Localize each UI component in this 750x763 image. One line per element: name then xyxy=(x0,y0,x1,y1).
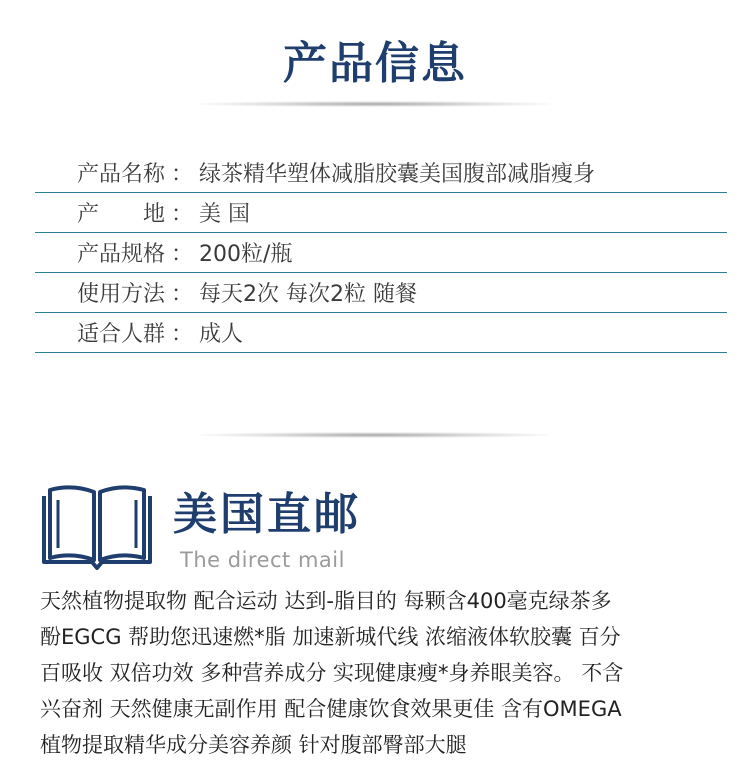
product-info-title: 产品信息 xyxy=(283,38,467,89)
info-row-name xyxy=(35,153,727,193)
description-line: 兴奋剂 天然健康无副作用 配合健康饮食效果更佳 含有OMEGA xyxy=(40,697,622,721)
product-description xyxy=(40,583,730,763)
info-row-audience xyxy=(35,313,727,353)
description-line: 植物提取精华成分美容养颜 针对腹部臀部大腿 xyxy=(40,733,467,757)
info-row-usage xyxy=(35,273,727,313)
info-value: 成人 xyxy=(199,322,244,347)
info-separator: ： xyxy=(171,202,194,227)
info-label: 适合人群 xyxy=(77,322,166,347)
info-value: 绿茶精华塑体减脂胶囊美国腹部减脂瘦身 xyxy=(199,162,596,187)
open-book-icon xyxy=(40,482,154,570)
info-value: 美 国 xyxy=(199,202,251,227)
direct-mail-title: 美国直邮 xyxy=(173,489,361,540)
info-label: 使用方法 xyxy=(77,282,166,307)
info-row-origin xyxy=(35,193,727,233)
description-line: 百吸收 双倍功效 多种营养成分 实现健康瘦*身养眼美容。 不含 xyxy=(40,661,624,685)
info-separator: ： xyxy=(171,162,194,187)
direct-mail-header xyxy=(40,482,720,577)
info-separator: ： xyxy=(171,322,194,347)
info-label: 产 地 xyxy=(77,202,166,227)
info-label: 产品名称 xyxy=(77,162,166,187)
info-value: 每天2次 每次2粒 随餐 xyxy=(199,282,418,307)
description-line: 酚EGCG 帮助您迅速燃*脂 加速新城代线 浓缩液体软胶囊 百分 xyxy=(40,625,621,649)
info-separator: ： xyxy=(171,282,194,307)
info-separator: ： xyxy=(171,242,194,267)
title-divider xyxy=(200,101,550,107)
info-row-spec xyxy=(35,233,727,273)
direct-mail-subtitle: The direct mail xyxy=(180,548,345,572)
description-line: 天然植物提取物 配合运动 达到-脂目的 每颗含400毫克绿茶多 xyxy=(40,589,612,613)
section-divider xyxy=(200,432,550,438)
info-value: 200粒/瓶 xyxy=(199,242,293,267)
info-label: 产品规格 xyxy=(77,242,166,267)
product-info-table xyxy=(35,153,727,353)
